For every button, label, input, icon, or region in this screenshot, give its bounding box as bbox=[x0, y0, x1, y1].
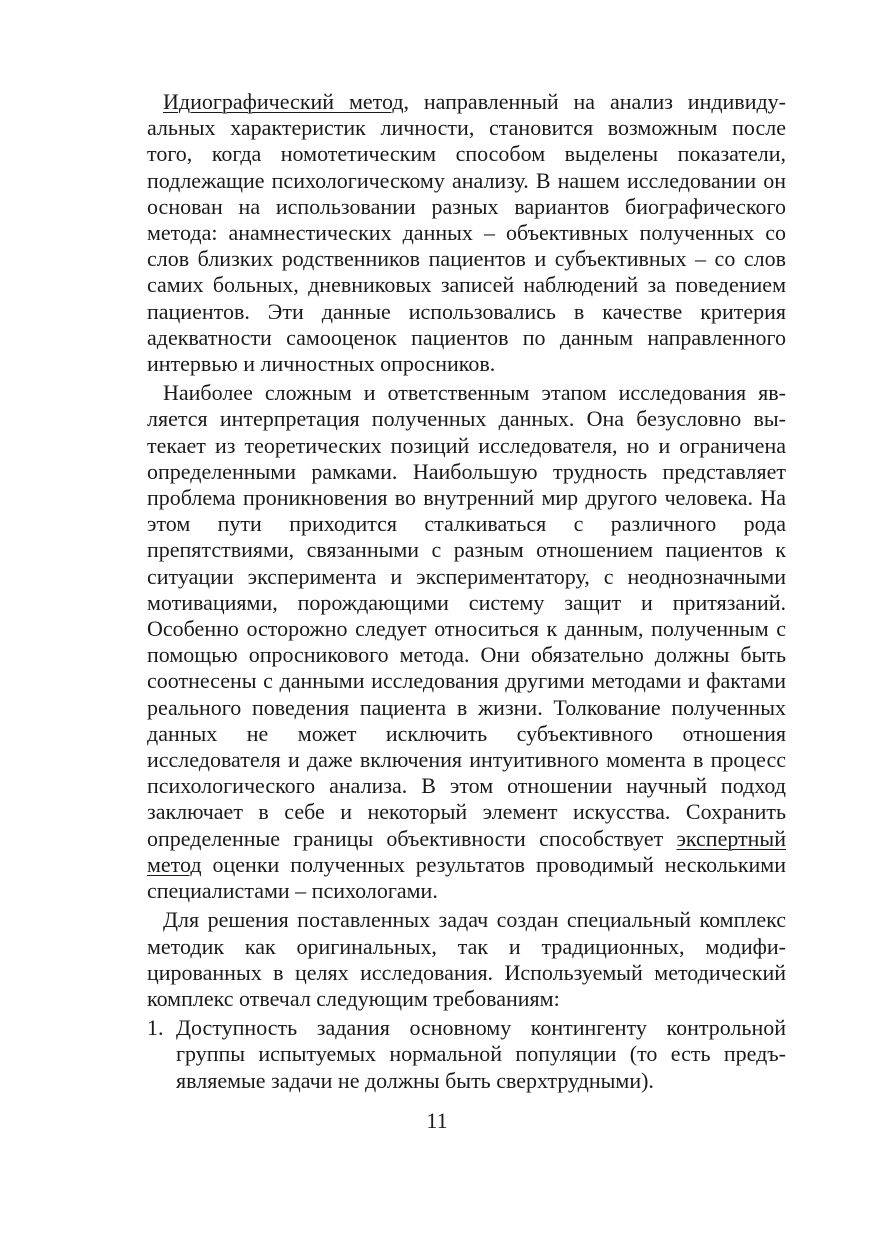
paragraph-interpretation bbox=[147, 380, 786, 904]
paragraph-text-before: Наиболее сложным и ответственным этапом исследования является интерпретация полученных данных. Она безусловно вытекает из теоретических позиций исследователя, но и ограничена определенными рамками. Наибольшую трудность представляет проблема проникновения во внутренний мир другого человека. На этом пути приходится сталкиваться с различного рода препятствиями, связанными с разным отношением пациентов к ситуации эксперимента и экспериментатору, с неоднозначными мотивациями, порождающими систему защит и притязаний. Особенно осторожно следует относиться к данным, полученным с помощью опросникового метода. Они обязательно должны быть соотнесены с данными исследования другими методами и фактами реального поведения пациента в жизни. Толкование полученных данных не может исключить субъективного отношения исследователя и даже включения интуитивного момента в процесс психологического анализа. В этом отношении научный подход заключает в себе и некоторый элемент искусства. Сохранить определенные границы объективности способствует bbox=[147, 380, 786, 851]
list-item bbox=[147, 1015, 786, 1094]
list-item-text: Доступность задания основному контингенту контрольной группы испытуемых нормальной популяции (то есть предъявляемые задачи не должны быть сверхтрудными). bbox=[176, 1015, 786, 1093]
paragraph-methods-complex bbox=[147, 907, 786, 1012]
document-page bbox=[147, 89, 786, 1094]
term-expert-method: экспертный метод bbox=[147, 825, 786, 877]
term-idiographic-method: Идиографический метод bbox=[163, 89, 404, 114]
page-number: 11 bbox=[426, 1108, 448, 1133]
list-item-number: 1. bbox=[147, 1015, 164, 1041]
paragraph-text: Для решения поставленных задач создан специальный комплекс методик как оригинальных, так и традиционных, модифицированных в целях исследования. Используемый методический комплекс отвечал следующим требованиям: bbox=[147, 907, 786, 1011]
paragraph-text: , направленный на анализ индивидуальных характеристик личности, становится возможным после того, когда номотетическим способом выделены показатели, подлежащие психологическому анализу. В нашем исследовании он основан на использовании разных вариантов биографического метода: анамнестических данных – объективных полученных со слов близких родственников пациентов и субъективных – со слов самих больных, дневниковых записей наблюдений за поведением пациентов. Эти данные использовались в качестве критерия адекватности самооценок пациентов по данным направленного интервью и личностных опросников. bbox=[147, 89, 786, 377]
paragraph-text-after: оценки полученных результатов проводимый несколькими специалистами – психологами. bbox=[147, 851, 786, 904]
requirements-list bbox=[147, 1015, 786, 1094]
paragraph-idiographic-method bbox=[147, 89, 786, 377]
